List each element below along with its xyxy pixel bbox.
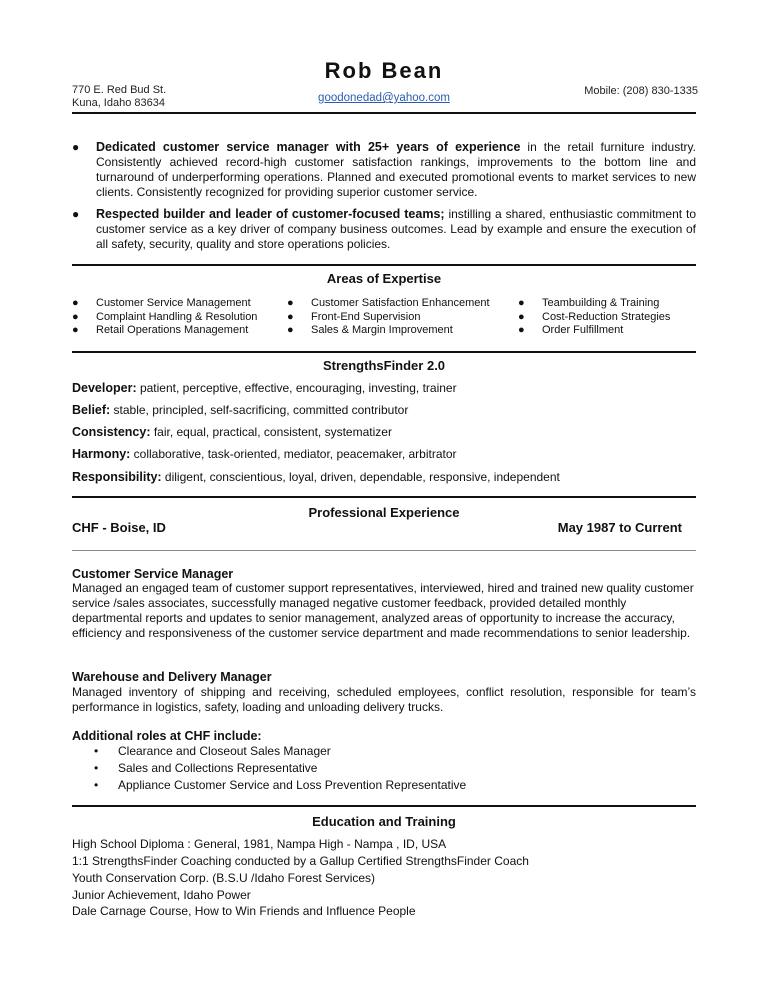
section-divider xyxy=(72,351,696,353)
education-item: Dale Carnage Course, How to Win Friends and Influence People xyxy=(72,904,416,918)
strength-text: collaborative, task-oriented, mediator, peacemaker, arbitrator xyxy=(130,447,457,461)
role-description: Managed inventory of shipping and receiving, scheduled employees, conflict resolution, responsible for team’s performance in logistics, safety, loading and unloading delivery trucks. xyxy=(72,685,696,714)
education-item: Junior Achievement, Idaho Power xyxy=(72,888,251,902)
strength-label: Consistency: xyxy=(72,425,151,439)
strength-label: Harmony: xyxy=(72,447,131,461)
summary-item xyxy=(72,140,696,200)
bullet-icon: ● xyxy=(72,140,80,154)
strength-item xyxy=(72,447,457,461)
strength-label: Belief: xyxy=(72,403,111,417)
expertise-item: Front-End Supervision xyxy=(311,310,421,323)
strength-item xyxy=(72,425,392,439)
education-item: High School Diploma : General, 1981, Nampa High - Nampa , ID, USA xyxy=(72,837,447,851)
strength-text: patient, perceptive, effective, encouraging, investing, trainer xyxy=(136,381,457,395)
bullet-icon: ● xyxy=(518,310,525,323)
expertise-item: Order Fulfillment xyxy=(542,324,624,336)
bullet-icon: • xyxy=(94,778,99,792)
bullet-icon: ● xyxy=(518,324,525,336)
summary-highlight: Respected builder and leader of customer-focused teams; xyxy=(96,207,445,221)
additional-role-text: Clearance and Closeout Sales Manager xyxy=(118,744,331,758)
strength-text: diligent, conscientious, loyal, driven, dependable, responsive, independent xyxy=(161,470,560,484)
bullet-icon: ● xyxy=(287,310,294,323)
expertise-item: Cost-Reduction Strategies xyxy=(542,310,671,323)
expertise-item: Sales & Margin Improvement xyxy=(311,324,453,336)
strength-text: fair, equal, practical, consistent, systematizer xyxy=(150,425,392,439)
bullet-icon: ● xyxy=(287,324,294,336)
expertise-heading: Areas of Expertise xyxy=(326,271,442,286)
bullet-icon: ● xyxy=(72,324,79,336)
strength-label: Developer: xyxy=(72,381,137,395)
role-title: Customer Service Manager xyxy=(72,567,234,581)
bullet-icon: ● xyxy=(72,207,80,221)
expertise-item: Customer Satisfaction Enhancement xyxy=(311,297,490,309)
expertise-item: Teambuilding & Training xyxy=(542,297,660,309)
expertise-column-3 xyxy=(518,297,696,341)
education-item: 1:1 StrengthsFinder Coaching conducted by a Gallup Certified StrengthsFinder Coach xyxy=(72,854,529,868)
bullet-icon: ● xyxy=(72,297,79,309)
expertise-item: Customer Service Management xyxy=(96,297,251,309)
address-line-2: Kuna, Idaho 83634 xyxy=(72,97,165,109)
summary-highlight: Dedicated customer service manager with 25+ years of experience xyxy=(96,140,521,154)
experience-divider xyxy=(72,550,696,551)
employment-period: May 1987 to Current xyxy=(557,520,682,535)
additional-role-item xyxy=(94,777,466,794)
education-heading: Education and Training xyxy=(312,814,456,829)
additional-roles-heading: Additional roles at CHF include: xyxy=(72,729,262,743)
strength-item xyxy=(72,403,408,417)
experience-heading: Professional Experience xyxy=(308,505,460,520)
additional-role-item xyxy=(94,743,331,760)
header-divider xyxy=(72,112,696,114)
role-title: Warehouse and Delivery Manager xyxy=(72,670,272,684)
email-link[interactable]: goodonedad@yahoo.com xyxy=(318,92,450,104)
bullet-icon: ● xyxy=(72,310,79,323)
section-divider xyxy=(72,264,696,266)
expertise-item: Retail Operations Management xyxy=(96,324,249,336)
summary-text: instilling a shared, enthusiastic commitment to customer service as a key driver of company business outcomes. Lead by example and ensure the execution of all safety, security, quality and store operations policies. xyxy=(96,207,696,251)
strength-text: stable, principled, self-sacrificing, committed contributor xyxy=(110,403,409,417)
bullet-icon: ● xyxy=(287,297,294,309)
strength-item xyxy=(72,381,457,395)
additional-role-item xyxy=(94,760,317,777)
additional-role-text: Sales and Collections Representative xyxy=(118,761,318,775)
role-description: Managed an engaged team of customer support representatives, interviewed, hired and trained new quality customer service /sales associates, successfully managed negative customer feedback, provided detailed monthly departmental reports and updates to senior management, analyzed areas of opportunity to increase the accuracy, efficiency and responsiveness of the customer service department and made recommendations to senior leadership. xyxy=(72,581,694,640)
expertise-column-2 xyxy=(287,297,517,341)
summary-text: in the retail furniture industry. Consistently achieved record-high customer satisfaction rankings, improvements to the bottom line and turnaround of underperforming operations. Planned and executed promotional events to market services to new clients. Consistently recognized for providing superior customer service. xyxy=(96,140,697,199)
section-divider xyxy=(72,496,696,498)
education-item: Youth Conservation Corp. (B.S.U /Idaho Forest Services) xyxy=(72,871,376,885)
summary-item xyxy=(72,207,696,252)
expertise-item: Complaint Handling & Resolution xyxy=(96,310,258,323)
mobile-number: Mobile: (208) 830-1335 xyxy=(584,85,698,97)
expertise-column-1 xyxy=(72,297,287,341)
strengths-heading: StrengthsFinder 2.0 xyxy=(322,358,446,373)
additional-role-text: Appliance Customer Service and Loss Prevention Representative xyxy=(118,778,467,792)
employer: CHF - Boise, ID xyxy=(72,520,166,535)
bullet-icon: ● xyxy=(518,297,525,309)
candidate-name: Rob Bean xyxy=(324,58,444,83)
strength-label: Responsibility: xyxy=(72,470,162,484)
strength-item xyxy=(72,470,560,484)
section-divider xyxy=(72,805,696,807)
bullet-icon: • xyxy=(94,744,99,758)
address-line-1: 770 E. Red Bud St. xyxy=(72,84,167,96)
bullet-icon: • xyxy=(94,761,99,775)
